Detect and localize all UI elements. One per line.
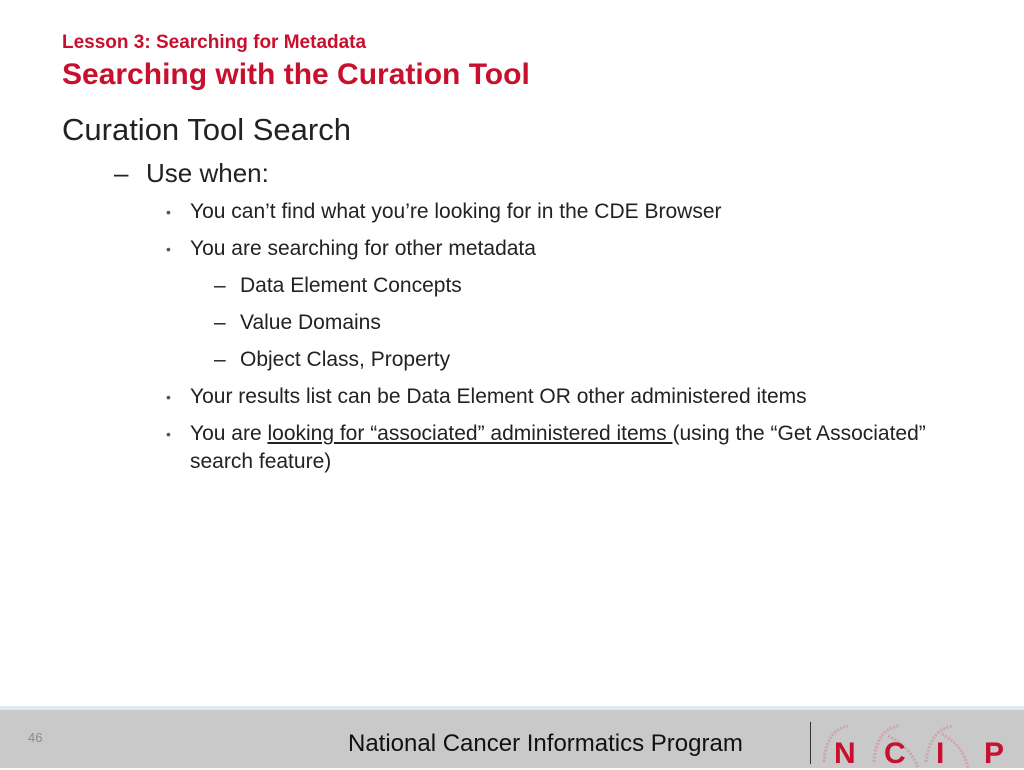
bullet-text: Your results list can be Data Element OR other administered items	[190, 385, 807, 408]
associated-items-link[interactable]: looking for “associated” administered items	[267, 422, 673, 445]
bullet-text: You are searching for other metadata	[190, 237, 536, 260]
bullet-icon: •	[166, 389, 171, 405]
sub-bullet-text: Data Element Concepts	[240, 274, 462, 297]
dash-marker: –	[214, 274, 226, 297]
dash-marker: –	[214, 311, 226, 334]
subheading-text: Use when:	[146, 158, 269, 188]
dash-marker: –	[214, 348, 226, 371]
page-number: 46	[28, 730, 43, 745]
logo-letter-p: P	[984, 737, 1005, 770]
footer-divider	[810, 722, 811, 764]
sub-bullet-text: Value Domains	[240, 311, 381, 334]
logo-letter-n: N	[834, 737, 856, 770]
bullet-item	[166, 383, 982, 411]
bullet-suffix: (using the “Get Associated” search feature)	[190, 422, 926, 473]
bullet-item	[166, 235, 982, 263]
bullet-icon: •	[166, 204, 171, 220]
sub-bullet-item	[214, 309, 982, 337]
bullet-icon: •	[166, 426, 171, 442]
bullet-list	[62, 198, 982, 263]
bullet-list-continued	[62, 383, 982, 476]
slide-content	[62, 110, 982, 485]
slide-title: Searching with the Curation Tool	[62, 58, 530, 91]
bullet-prefix: You are	[190, 422, 268, 445]
lesson-label: Lesson 3: Searching for Metadata	[62, 32, 367, 53]
program-name: National Cancer Informatics Program	[348, 730, 743, 757]
sub-bullet-text: Object Class, Property	[240, 348, 451, 371]
ncip-logo	[818, 716, 1018, 770]
bullet-icon: •	[166, 241, 171, 257]
logo-letter-i: I	[936, 737, 945, 770]
sub-bullet-item	[214, 346, 982, 374]
sub-bullet-list	[62, 272, 982, 374]
logo-letter-c: C	[884, 737, 906, 770]
bullet-item	[166, 420, 982, 476]
subheading	[114, 154, 982, 192]
bullet-text-with-link	[190, 420, 982, 476]
bullet-item	[166, 198, 982, 226]
content-heading: Curation Tool Search	[62, 112, 351, 147]
bullet-text: You can’t find what you’re looking for in the CDE Browser	[190, 200, 722, 223]
footer-bar	[0, 706, 1024, 768]
sub-bullet-item	[214, 272, 982, 300]
dash-marker: –	[114, 158, 129, 188]
